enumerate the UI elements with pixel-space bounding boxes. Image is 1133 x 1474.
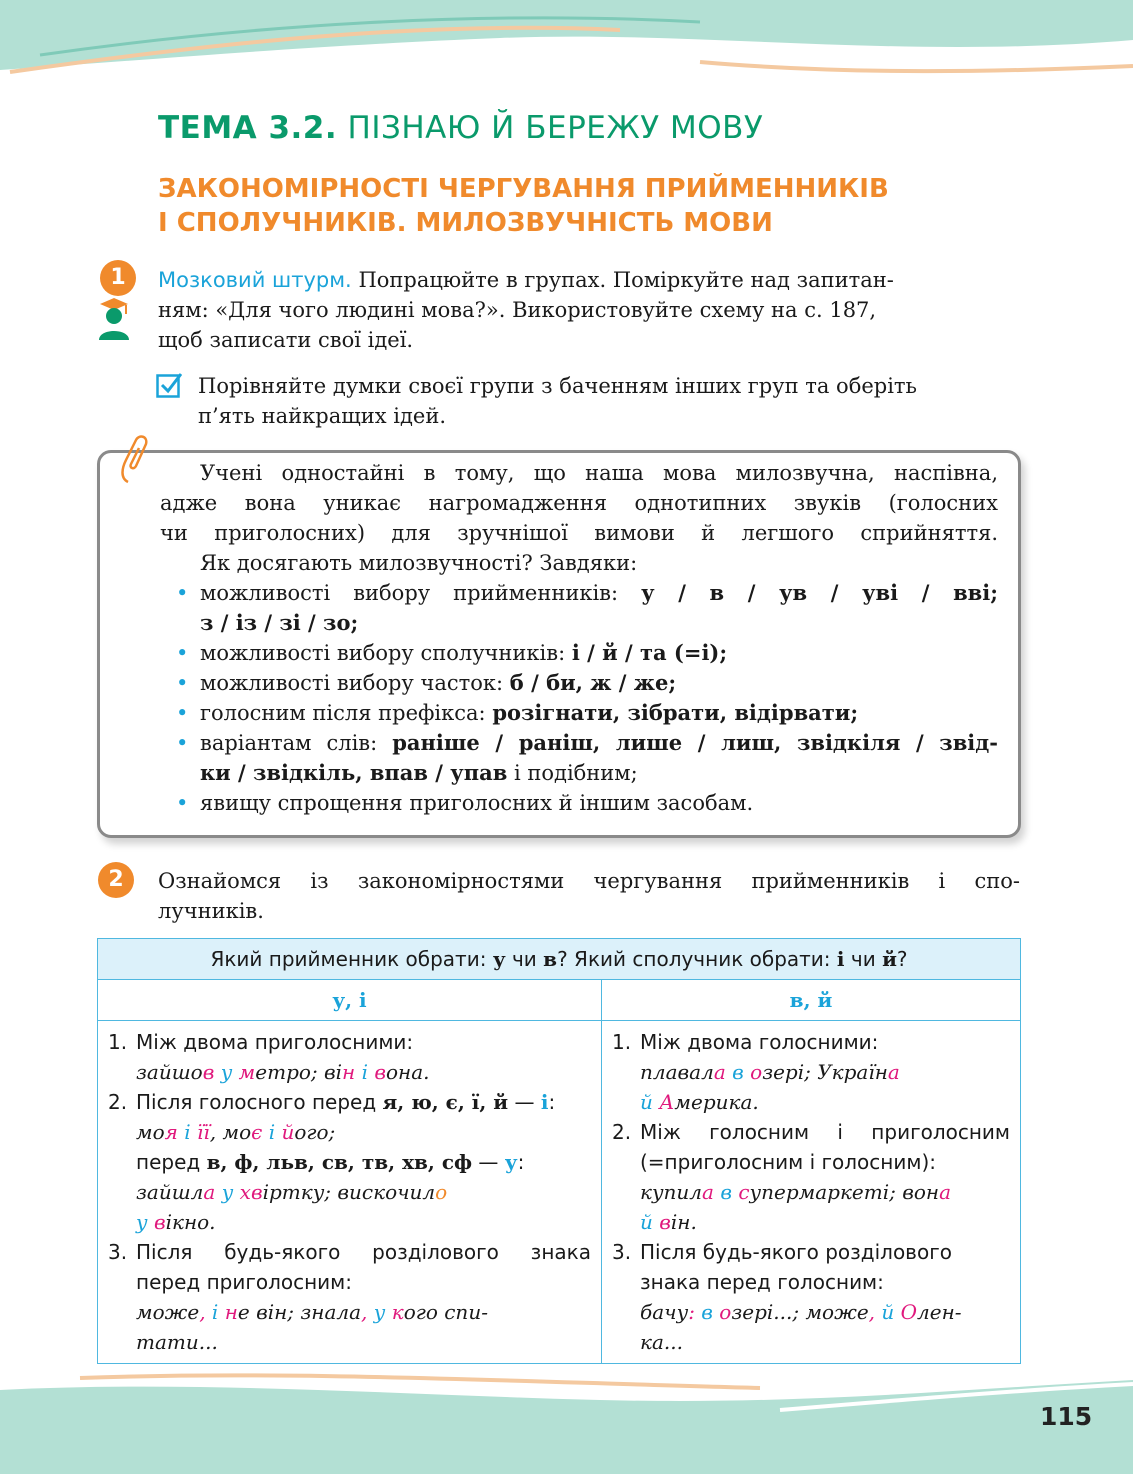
left-rule-3 bbox=[108, 1237, 591, 1357]
left-rule-2: 2. Після голосного перед я, ю, є, ї, й — і: моя і її, моє і його; перед в, ф, льв, св, тв, хв, сф — у: зайшла у хвіртку; вискочило у вікно. bbox=[108, 1087, 591, 1237]
rule-text-2: перед приголосним: bbox=[136, 1270, 352, 1294]
bullet-1-text: можливості вибору прийменників: bbox=[200, 581, 619, 605]
bullet-prepositions: • можливості вибору прийменників: у / в / ув / уві / вві; з / із / зі / зо; bbox=[176, 580, 998, 635]
task-1-line-2: ням: «Для чого людині мова?». Використовуйте схему на с. 187, bbox=[158, 298, 877, 322]
header-u: у bbox=[492, 947, 506, 971]
right-rules-cell bbox=[602, 1021, 1021, 1364]
bullet-2-bold: і / й / та (=і); bbox=[571, 640, 728, 665]
info-line-3: чи приголосних) для зручнішої вимови й легшого сприйняття. bbox=[160, 521, 998, 545]
rule-text: Між голосним і приголосним bbox=[640, 1120, 1010, 1144]
rule-text: Після будь-якого розділового знака bbox=[136, 1240, 591, 1264]
bullet-4-bold: розігнати, зібрати, відірвати; bbox=[492, 700, 859, 725]
rule-dash-2: — bbox=[478, 1150, 499, 1174]
bullet-1-cont: з / із / зі / зо; bbox=[200, 610, 359, 635]
topic-heading bbox=[158, 110, 763, 146]
bullet-5-cont-bold: ки / звідкіль, впав / упав bbox=[200, 760, 508, 785]
rule-example-2: зайшла у хвіртку; вискочило у вікно. bbox=[136, 1180, 448, 1234]
left-rules-cell bbox=[98, 1021, 602, 1364]
rule-text-2: (=приголосним і голосним): bbox=[640, 1150, 936, 1174]
rule-text: Між двома приголосними: bbox=[136, 1030, 414, 1054]
paperclip-icon bbox=[118, 432, 152, 486]
table-header bbox=[98, 939, 1021, 980]
bullet-3-bold: б / би, ж / же; bbox=[509, 670, 677, 695]
info-line-1: Учені одностайні в тому, що наша мова милозвучна, наспівна, bbox=[200, 461, 998, 485]
check-line-1: Порівняйте думки своєї групи з баченням інших груп та оберіть bbox=[198, 374, 917, 398]
bullet-3-text: можливості вибору часток: bbox=[200, 671, 504, 695]
header-v: в bbox=[543, 947, 558, 971]
rule-num: 3. bbox=[612, 1240, 632, 1264]
rule-text-2: перед bbox=[136, 1150, 201, 1174]
left-rule-1 bbox=[108, 1027, 591, 1087]
rules-table bbox=[97, 938, 1021, 1364]
subtitle-line-1: ЗАКОНОМІРНОСТІ ЧЕРГУВАННЯ ПРИЙМЕННИКІВ bbox=[158, 174, 889, 204]
task-2-line-1: Ознайомся із закономірностями чергування прийменників і спо- bbox=[158, 869, 1020, 893]
bullet-2-text: можливості вибору сполучників: bbox=[200, 641, 566, 665]
bullet-5-text: варіантам слів: bbox=[200, 731, 378, 755]
checkbox-icon bbox=[156, 372, 182, 398]
student-icon bbox=[96, 296, 132, 340]
bullet-5-cont-text: і подібним; bbox=[513, 761, 638, 785]
rule-example: бачу: в озері...; може, й Олен- ка... bbox=[640, 1300, 962, 1354]
top-wave-decoration bbox=[0, 0, 1133, 80]
info-box-body bbox=[160, 458, 998, 818]
bullet-particles: • можливості вибору часток: б / би, ж / же; bbox=[176, 670, 677, 695]
bullet-1-bold: у / в / ув / уві / вві; bbox=[641, 580, 998, 605]
topic-title: ПІЗНАЮ Й БЕРЕЖУ МОВУ bbox=[347, 110, 764, 146]
rule-num: 1. bbox=[612, 1030, 632, 1054]
bullet-4-text: голосним після префікса: bbox=[200, 701, 486, 725]
header-or-2: чи bbox=[850, 947, 876, 971]
rule-letters: я, ю, є, ї, й bbox=[382, 1090, 509, 1114]
rule-num: 2. bbox=[612, 1120, 632, 1144]
rule-example: може, і не він; знала, у кого спи- тати... bbox=[136, 1300, 488, 1354]
header-or-1: чи bbox=[511, 947, 537, 971]
bottom-wave-decoration bbox=[0, 1370, 1133, 1474]
bullet-6-text: явищу спрощення приголосних й іншим засобам. bbox=[200, 791, 754, 815]
task-2-text bbox=[158, 866, 1020, 926]
bullet-word-variants: • варіантам слів: раніше / раніш, лише / лиш, звідкіля / звід- ки / звідкіль, впав / упав і подібним; bbox=[176, 730, 998, 785]
check-line-2: п’ять найкращих ідей. bbox=[198, 404, 447, 428]
rule-example: плавала в озері; Україна й Америка. bbox=[640, 1060, 900, 1114]
subtitle-line-2: І СПОЛУЧНИКІВ. МИЛОЗВУЧНІСТЬ МОВИ bbox=[158, 208, 773, 238]
bullet-simplification: • явищу спрощення приголосних й іншим засобам. bbox=[176, 791, 754, 815]
bullet-5-bold: раніше / раніш, лише / лиш, звідкіля / звід- bbox=[392, 730, 998, 755]
right-rule-3 bbox=[612, 1237, 1010, 1357]
info-line-2: адже вона уникає нагромадження однотипних звуків (голосних bbox=[160, 491, 998, 515]
topic-number: ТЕМА 3.2. bbox=[158, 110, 338, 146]
rule-text: Після будь-якого розділового bbox=[640, 1240, 952, 1264]
bullet-conjunctions: • можливості вибору сполучників: і / й / та (=і); bbox=[176, 640, 728, 665]
rule-dash: — bbox=[514, 1090, 535, 1114]
rule-example: моя і її, моє і його; bbox=[136, 1120, 336, 1144]
rule-num: 2. bbox=[108, 1090, 128, 1114]
task-2-line-2: лучників. bbox=[158, 899, 264, 923]
task-1-line-3: щоб записати свої ідеї. bbox=[158, 328, 414, 352]
brainstorm-label: Мозковий штурм. bbox=[158, 268, 352, 292]
rule-example: купила в супермаркеті; вона й він. bbox=[640, 1180, 952, 1234]
rule-example: зайшов у метро; він і вона. bbox=[136, 1060, 430, 1084]
page-number: 115 bbox=[1040, 1402, 1093, 1431]
task-number-badge: 1 bbox=[100, 260, 136, 296]
rule-letters-2: в, ф, льв, св, тв, хв, сф bbox=[206, 1150, 473, 1174]
bullet-prefix: • голосним після префікса: розігнати, зібрати, відірвати; bbox=[176, 700, 859, 725]
column-head-v-y: в, й bbox=[602, 980, 1021, 1021]
task-1-text bbox=[158, 265, 1020, 355]
header-q: ? bbox=[896, 947, 908, 971]
rule-num: 1. bbox=[108, 1030, 128, 1054]
rule-text: Після голосного перед bbox=[136, 1090, 377, 1114]
rule-text-2: знака перед голосним: bbox=[640, 1270, 884, 1294]
right-rule-1 bbox=[612, 1027, 1010, 1117]
header-i: і bbox=[836, 947, 845, 971]
task-1-line-1: Попрацюйте в групах. Поміркуйте над запитан- bbox=[358, 268, 894, 292]
info-line-4: Як досягають милозвучності? Завдяки: bbox=[200, 551, 638, 575]
rule-num: 3. bbox=[108, 1240, 128, 1264]
right-rule-2 bbox=[612, 1117, 1010, 1237]
rule-result-2: у bbox=[504, 1150, 518, 1174]
rule-text: Між двома голосними: bbox=[640, 1030, 879, 1054]
check-task-text bbox=[198, 371, 1020, 431]
rule-result: і bbox=[540, 1090, 549, 1114]
lesson-subtitle bbox=[158, 172, 889, 240]
header-y: й bbox=[882, 947, 897, 971]
header-text-1: Який прийменник обрати: bbox=[210, 947, 487, 971]
header-text-2: ? Який сполучник обрати: bbox=[557, 947, 831, 971]
column-head-u-i: у, і bbox=[98, 980, 602, 1021]
task-number-badge-2: 2 bbox=[98, 862, 134, 898]
